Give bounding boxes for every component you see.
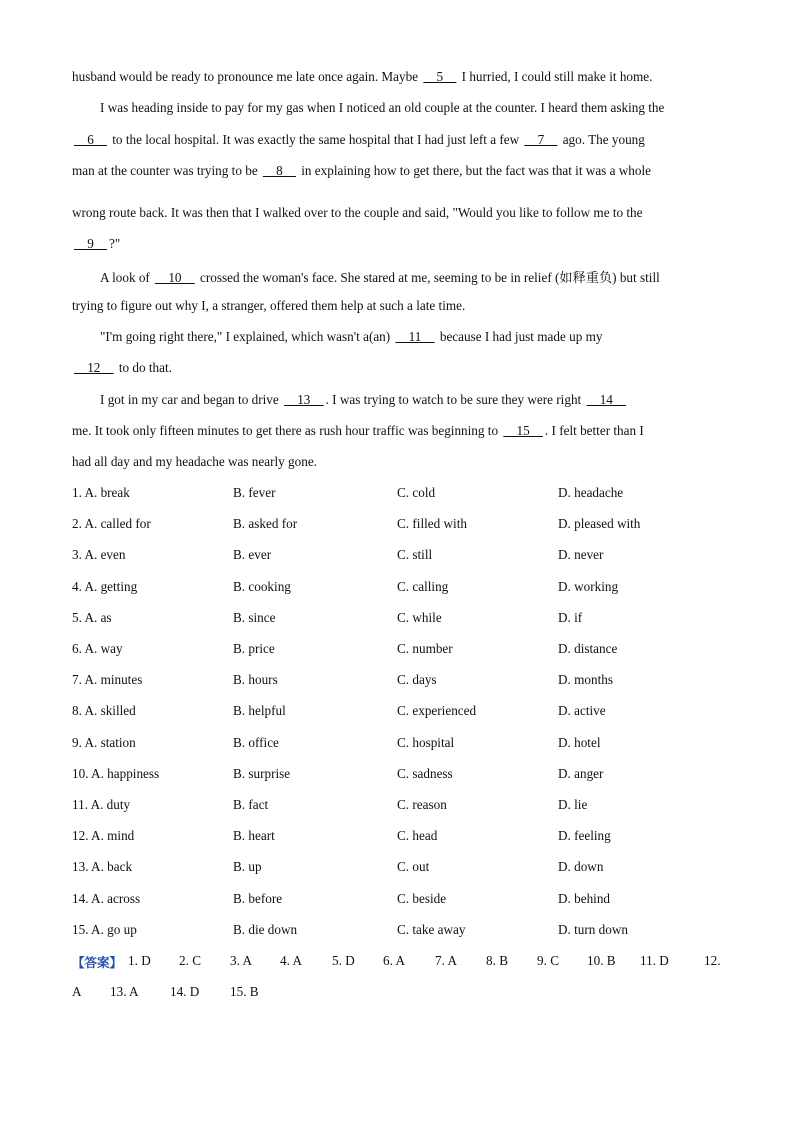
passage-text: . I was trying to watch to be sure they were right [325, 392, 585, 407]
option-d: D. working [558, 578, 619, 594]
option-c: C. calling [397, 578, 449, 594]
option-d: D. active [558, 703, 606, 719]
option-a: 5. A. as [72, 609, 112, 625]
passage-text: wrong route back. It was then that I walked over to the couple and said, "Would you like to follow me to the [72, 205, 643, 220]
passage-line [100, 267, 730, 286]
question-row [72, 579, 732, 597]
answer-line [72, 984, 732, 1002]
option-b: B. since [233, 609, 276, 625]
passage-text: crossed the woman's face. She stared at me, seeming to be in relief (如释重负) but still [196, 270, 660, 285]
question-row [72, 516, 732, 534]
passage-text: ?" [108, 236, 121, 251]
passage-line [72, 236, 732, 252]
passage-text: A look of [100, 270, 154, 285]
passage-text: to the local hospital. It was exactly the same hospital that I had just left a few [108, 132, 523, 147]
passage-text: me. It took only fifteen minutes to get there as rush hour traffic was beginning to [72, 423, 502, 438]
answer-item: 3. A [230, 953, 252, 968]
answer-item: 4. A [280, 953, 302, 968]
option-c: C. while [397, 609, 442, 625]
option-c: C. take away [397, 921, 466, 937]
option-b: B. fever [233, 485, 276, 500]
passage-text: in explaining how to get there, but the fact was that it was a whole [297, 163, 651, 178]
option-a: 9. A. station [72, 734, 136, 750]
answer-item: 9. C [537, 953, 559, 968]
passage-line [100, 392, 730, 408]
blank-11: 11 [395, 329, 435, 344]
option-a: 13. A. back [72, 859, 133, 875]
option-a: 6. A. way [72, 641, 123, 656]
option-c: C. beside [397, 890, 447, 906]
answer-item: 8. B [486, 953, 508, 968]
question-row [72, 766, 732, 784]
option-b: B. die down [233, 921, 298, 937]
answer-item: 14. D [170, 984, 200, 999]
blank-10: 10 [155, 270, 195, 285]
passage-line [72, 205, 732, 221]
blank-6: 6 [74, 132, 107, 147]
passage-text: had all day and my headache was nearly gone. [72, 454, 317, 469]
option-b: B. fact [233, 797, 269, 812]
option-a: 11. A. duty [72, 797, 131, 812]
option-a: 14. A. across [72, 890, 141, 906]
question-row [72, 859, 732, 877]
question-row [72, 797, 732, 815]
option-a: 4. A. getting [72, 578, 138, 594]
option-a: 15. A. go up [72, 921, 137, 937]
option-a: 12. A. mind [72, 828, 135, 844]
answer-item: 6. A [383, 953, 405, 968]
passage-text: husband would be ready to pronounce me late once again. Maybe [72, 69, 422, 84]
option-a: 3. A. even [72, 547, 126, 563]
passage-text: "I'm going right there," I explained, which wasn't a(an) [100, 329, 394, 344]
option-d: D. distance [558, 641, 618, 656]
question-row [72, 703, 732, 721]
option-b: B. ever [233, 547, 272, 563]
answer-item: 5. D [332, 953, 355, 968]
option-d: D. anger [558, 765, 604, 781]
blank-12: 12 [74, 360, 114, 375]
passage-text: because I had just made up my [436, 329, 603, 344]
blank-15: 15 [503, 423, 543, 438]
option-b: B. before [233, 890, 283, 906]
question-row [72, 828, 732, 846]
blank-7: 7 [524, 132, 558, 147]
answer-item: 12. [704, 953, 721, 968]
option-c: C. out [397, 859, 430, 875]
option-b: B. price [233, 641, 275, 656]
question-row [72, 547, 732, 565]
option-c: C. days [397, 672, 437, 688]
option-b: B. office [233, 734, 279, 750]
passage-text: trying to figure out why I, a stranger, offered them help at such a late time. [72, 298, 466, 313]
option-d: D. if [558, 609, 583, 625]
passage-line [72, 163, 732, 179]
option-c: C. reason [397, 797, 447, 812]
answer-line [72, 953, 732, 971]
option-d: D. down [558, 859, 604, 875]
option-b: B. heart [233, 828, 275, 844]
option-d: D. turn down [558, 921, 628, 937]
option-b: B. asked for [233, 516, 298, 532]
option-a: 1. A. break [72, 485, 130, 500]
answer-item: 7. A [435, 953, 457, 968]
answer-item: 11. D [640, 953, 669, 968]
option-c: C. head [397, 828, 438, 844]
passage-line [72, 360, 732, 376]
question-row [72, 485, 732, 503]
answer-item: 15. B [230, 984, 259, 999]
passage-line [100, 100, 730, 116]
answer-item: A [72, 984, 82, 999]
question-row [72, 672, 732, 690]
passage-line [72, 132, 732, 148]
option-c: C. still [397, 547, 433, 563]
option-b: B. up [233, 859, 262, 875]
option-d: D. behind [558, 890, 611, 906]
option-d: D. feeling [558, 828, 611, 844]
option-b: B. surprise [233, 765, 291, 781]
option-c: C. number [397, 641, 453, 656]
option-a: 2. A. called for [72, 516, 151, 532]
option-c: C. filled with [397, 516, 467, 532]
option-d: D. headache [558, 485, 624, 500]
option-b: B. helpful [233, 703, 286, 719]
option-a: 8. A. skilled [72, 703, 136, 719]
option-b: B. cooking [233, 578, 291, 594]
option-d: D. lie [558, 797, 588, 812]
blank-5: 5 [423, 69, 457, 84]
passage-line [72, 69, 732, 85]
option-c: C. experienced [397, 703, 477, 719]
answer-label: 【答案】 [72, 955, 123, 970]
answer-item: 13. A [110, 984, 139, 999]
option-c: C. cold [397, 485, 436, 500]
option-d: D. hotel [558, 734, 601, 750]
passage-line [100, 329, 730, 345]
question-row [72, 641, 732, 659]
passage-text: ago. The young [559, 132, 645, 147]
option-d: D. months [558, 672, 613, 688]
passage-text: I got in my car and began to drive [100, 392, 283, 407]
blank-8: 8 [262, 163, 296, 178]
passage-text: to do that. [115, 360, 172, 375]
question-row [72, 891, 732, 909]
passage-text: . I felt better than I [544, 423, 644, 438]
option-d: D. never [558, 547, 604, 563]
blank-9: 9 [74, 236, 107, 251]
option-b: B. hours [233, 672, 278, 688]
passage-line [72, 454, 732, 470]
option-d: D. pleased with [558, 516, 641, 532]
passage-line [72, 298, 732, 314]
option-c: C. hospital [397, 734, 455, 750]
question-row [72, 735, 732, 753]
option-c: C. sadness [397, 765, 453, 781]
option-a: 7. A. minutes [72, 672, 143, 688]
option-a: 10. A. happiness [72, 765, 160, 781]
question-row [72, 610, 732, 628]
passage-text: I was heading inside to pay for my gas when I noticed an old couple at the counter. I heard them asking the [100, 100, 665, 115]
passage-line [72, 423, 732, 439]
blank-14: 14 [586, 392, 627, 407]
answer-item: 2. C [179, 953, 201, 968]
question-row [72, 922, 732, 940]
passage-text: man at the counter was trying to be [72, 163, 261, 178]
blank-13: 13 [284, 392, 324, 407]
answer-item: 1. D [128, 953, 151, 968]
answer-item: 10. B [587, 953, 616, 968]
passage-text: I hurried, I could still make it home. [458, 69, 653, 84]
